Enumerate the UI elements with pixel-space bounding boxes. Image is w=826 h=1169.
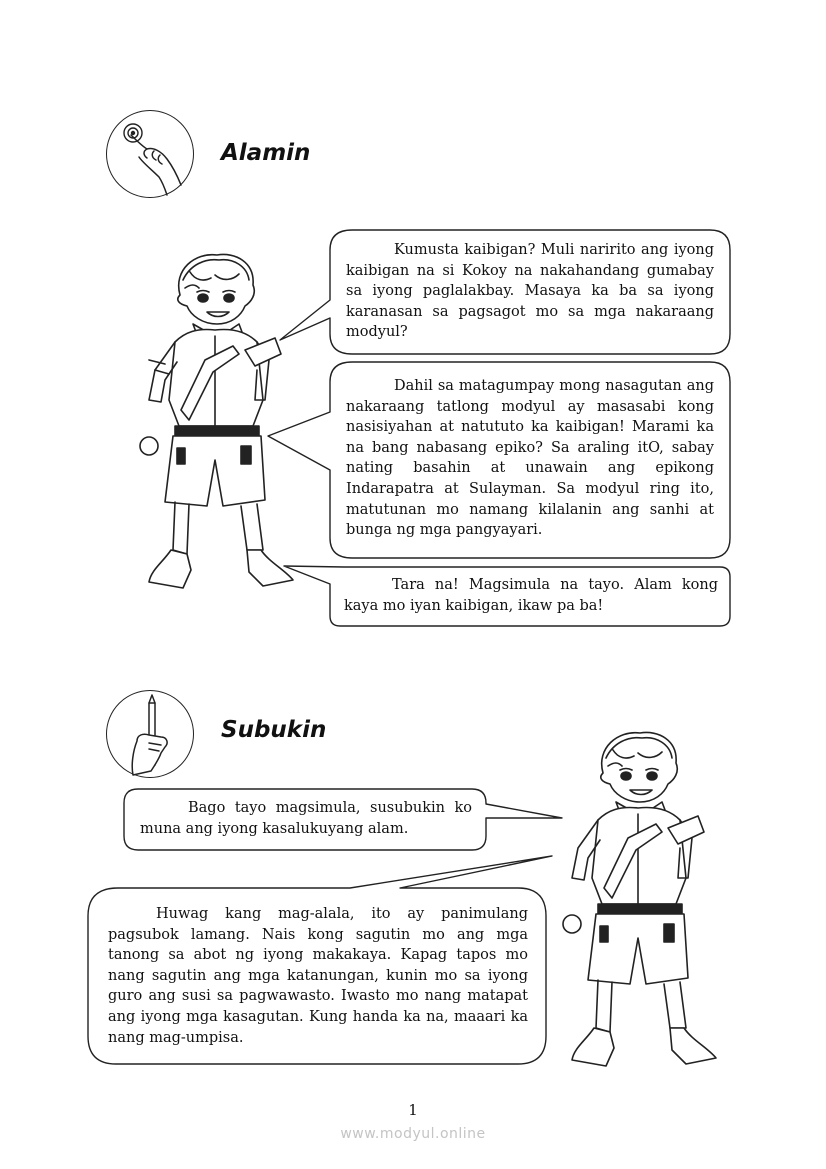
- hand-holding-pencil-icon: [107, 691, 193, 777]
- bubble-text-alamin-1: Kumusta kaibigan? Muli naririto ang iyong kaibigan na si Kokoy na nakahandang gumabay sa iyong paglalakbay. Masaya ka ba sa iyong karanasan sa pagsagot mo sa mga nakaraang modyul?: [346, 242, 714, 341]
- bubble-text-subukin-2: Huwag kang mag-alala, ito ay panimulang pagsubok lamang. Nais kong sagutin mo ang mga tanong sa abot ng iyong makakaya. Kapag tapos mo nang sagutin ang mga katanungan, kunin mo sa iyong guro ang susi sa pagwawasto. Iwasto mo nang matapat ang iyong mga kasagutan. Kung handa ka na, maaari ka nang mag-umpisa.: [108, 906, 528, 1046]
- kokoy-character-illustration-2: [558, 728, 733, 1083]
- bubble-text-subukin-1: Bago tayo magsimula, susubukin ko muna ang iyong kasalukuyang alam.: [140, 800, 472, 837]
- subukin-icon-circle: [106, 690, 194, 778]
- section-title-subukin: Subukin: [221, 717, 327, 743]
- section-title-alamin: Alamin: [221, 140, 311, 166]
- bubble-text-alamin-2: Dahil sa matagumpay mong nasagutan ang nakaraang tatlong modyul ay masasabi kong nasisiyahan at natututo ka kaibigan! Marami ka na bang nabasang epiko? Sa araling itO, sabay nating basahin at unawain ang epikong Indarapatra at Sulayman. Sa modyul ring ito, matutunan mo namang kilalanin ang sanhi at bunga ng mga pangyayari.: [346, 378, 714, 539]
- watermark: www.modyul.online: [340, 1126, 486, 1142]
- page-number: 1: [408, 1101, 418, 1119]
- bubble-text-alamin-3: Tara na! Magsimula na tayo. Alam kong kaya mo iyan kaibigan, ikaw pa ba!: [344, 577, 718, 614]
